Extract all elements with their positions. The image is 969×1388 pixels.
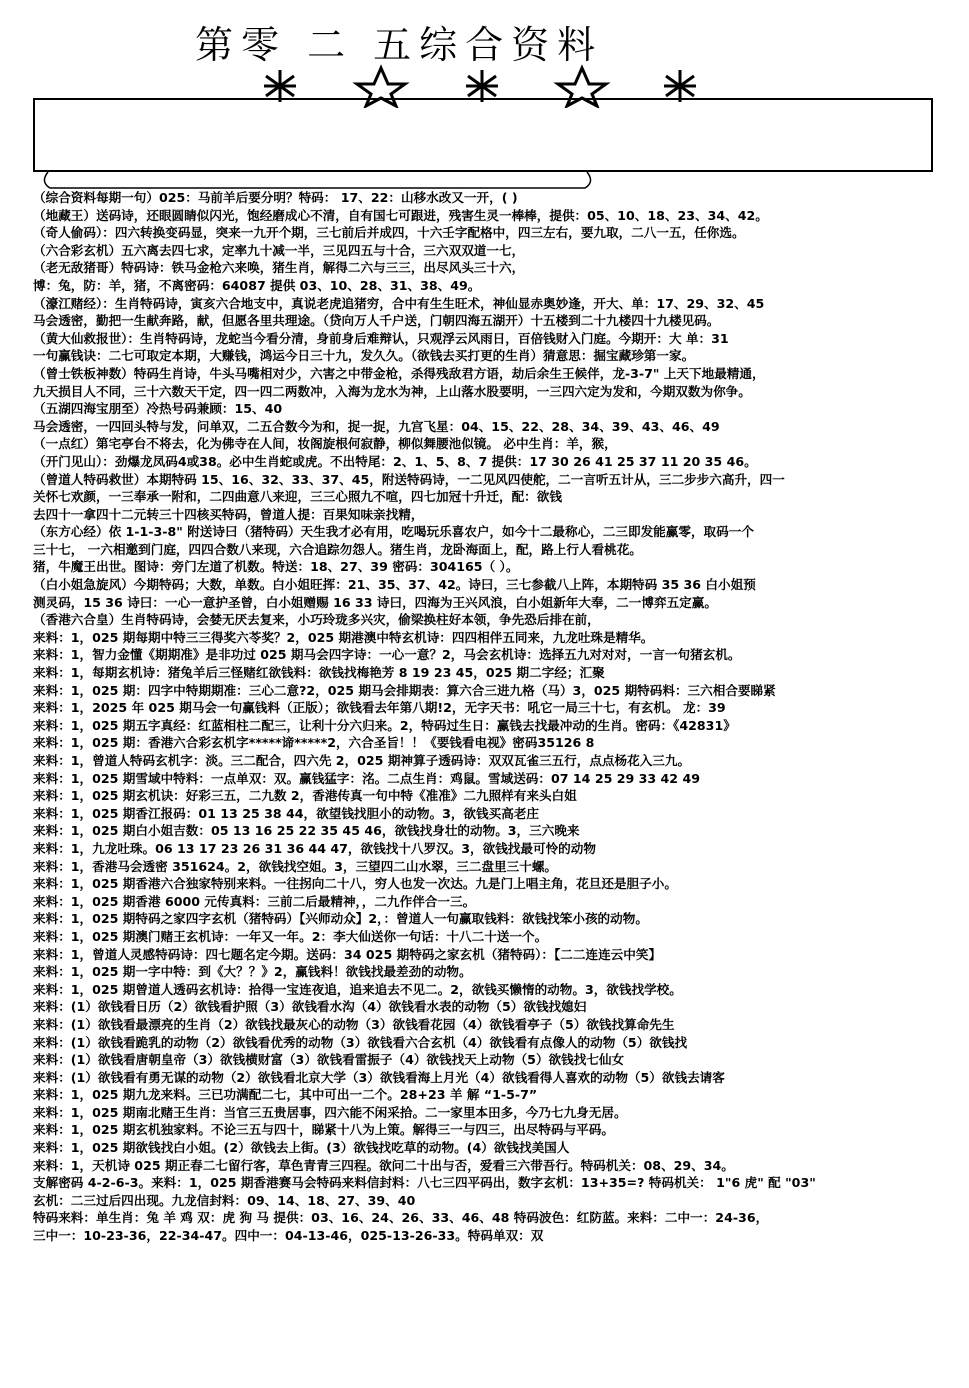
text-line: 三中一：10-23-36，22-34-47。四中一：04-13-46，025-13-26-33。特码单双：双 (33, 1228, 544, 1244)
empty-frame (33, 98, 933, 172)
text-line: 猪，牛魔王出世。图诗：旁门左道了机数。特送：18、27、39 密码：304165（ ）。 (33, 559, 519, 575)
text-line: 来料：1，025 期五字真经：红蓝相柱二配三，让利十分六归来。2，特码过生日：赢钱去找最冲动的生肖。密码：《42831》 (33, 717, 736, 733)
text-line: 来料：1，025 期雪域中特料：一点单双：双。赢钱猛字：洺。二点生肖：鸡鼠。雪域送码：07 14 25 29 33 42 49 (33, 770, 700, 786)
text-line: 特码来料：单生肖：兔 羊 鸡 双：虎 狗 马 提供：03、16、24、26、33、46、48 特码波色：红防蓝。来料：二中一：24-36， (33, 1210, 769, 1226)
text-line: 三十七， 一六相邀到门庭，四四合数八来现，六合追踪勿怨人。猪生肖，龙卧海面上，配，路上行人看桃花。 (33, 541, 642, 557)
text-line: 来料：1，025 期九龙来料。三已功满配二七，其中可出一二个。28+23 羊 解 “1-5-7” (33, 1087, 538, 1103)
text-line: （开门见山）：劲爆龙凤码4或38。必中生肖蛇或虎。不出特尾：2、1、5、8、7 提供：17 30 26 41 25 37 11 20 35 46。 (33, 453, 757, 469)
text-line: 来料：1，025 期玄机独家料。不论三五与四十，睇紧十八为上策。解得三一与四三，出尽特码与平码。 (33, 1122, 614, 1138)
text-line: 马会透密，勤把一生献奔路，献，但愿各里共理途。（贷向万人千户送，门朝四海五湖开）十五楼到二十九楼四十九楼见码。 (33, 313, 720, 329)
bracket-decoration (40, 170, 595, 190)
text-line: 来料：(1）欲钱看有勇无谋的动物（2）欲钱看北京大学（3）欲钱看海上月光（4）欲钱看得人喜欢的动物（5）欲钱去请客 (33, 1069, 725, 1085)
text-line: （白小姐急旋风）今期特码；大数，单数。白小姐旺挥：21、35、37、42。诗曰，三七参截八上阵，本期特码 35 36 白小姐预 (33, 577, 756, 593)
text-line: 来料：1，智力金懂《期期准》是非功过 025 期马会四字诗：一心一意？2，马会玄机诗：选择五九对对对，一言一句猪玄机。 (33, 647, 741, 663)
text-line: （六合彩玄机）五六离去四七求，定率九十减一半，三见四五与十合，三六双双道一七， (33, 242, 525, 258)
text-line: 来料：1，025 期每期中特三三得奖六苓奖？2，025 期港澳中特玄机诗：四四相伴五同来，九龙吐珠是精华。 (33, 629, 654, 645)
text-line: 来料：1，025 期欲钱找白小姐。(2）欲钱去上街。(3）欲钱找吃草的动物。(4）欲钱找美国人 (33, 1140, 570, 1156)
text-line: 来料：1，025 期白小姐吉数：05 13 16 25 22 35 45 46，欲钱找身壮的动物。3，三六晚来 (33, 823, 580, 839)
text-line: 来料：1，天机诗 025 期正春二七留行客，草色青青三四程。欲问二十出与否，爱看三六带吾行。特码机关：08、29、34。 (33, 1157, 734, 1173)
text-line: 玄机：二三过后四出现。九龙信封料：09、14、18、27、39、40 (33, 1192, 416, 1208)
text-line: 来料：1，025 期香江报码：01 13 25 38 44，欲望钱找胆小的动物。3，欲钱买高老庄 (33, 805, 539, 821)
text-line: 来料：1，曾道人特码玄机字：淡。三二配合，四六先 2，025 期神算子透码诗：双双瓦雀三五行，点点杨花入三九。 (33, 753, 691, 768)
text-line: （五湖四海宝朋至）冷热号码兼顾：15、40 (33, 401, 283, 417)
text-line: 来料：(1）欲钱看唐朝皇帝（3）欲钱横财富（3）欲钱看雷振子（4）欲钱找天上动物（5）欲钱找七仙女 (33, 1052, 625, 1068)
text-line: （曾士铁板神数）特码生肖诗，牛头马嘴相对少，六害之中带金枪，杀得残敌君方语，劫后余生王候伴，龙-3-7" 上天下地最精通， (33, 365, 765, 381)
text-line: 来料：1，025 期：四字中特期期准：三心二意?2，025 期马会排期表：算六合三进九格（马）3，025 期特码料：三六相合要睇紧 (33, 682, 776, 698)
text-line: （综合资料每期一句）025：马前羊后要分明？特码： 17、22：山移水改又一开，( ) (33, 190, 518, 205)
page-title: 第零 二 五综合资料 (195, 23, 604, 67)
text-line: 来料：(1）欲钱看跪乳的动物（2）欲钱看优秀的动物（3）欲钱看六合玄机（4）欲钱看有点像人的动物（5）欲钱找 (33, 1034, 688, 1050)
text-line: 来料：1，025 期：香港六合彩玄机字*****谛*****2，六合圣旨！！《要钱看电视》密码35126 8 (33, 735, 595, 751)
text-line: 来料：1，2025 年 025 期马会一句赢钱料（正版）；欲钱看去年第八期!2，无字天书：吼它一局三十七，有玄机。 龙：39 (33, 700, 726, 716)
text-line: （地藏王）送码诗，还眼圆睛似闪光，饱经磨成心不清，自有国七可跟进，残害生灵一棒棒，提供：05、10、18、23、34、42。 (33, 207, 768, 223)
text-line: 博：兔，防：羊，猪，不离密码：64087 提供 03、10、28、31、38、49。 (33, 277, 481, 293)
text-line: （濠江赌经）：生肖特码诗，寅亥六合地支中，真说老虎追猪穷，合中有生生旺术，神仙显赤奥妙逢，开大、单：17、29、32、45 (33, 295, 765, 311)
text-line: （香港六合皇）生肖特码诗，会婪无厌去复来，小巧玲珑多兴灾，偷梁换柱好本领，争先恐后排在前， (33, 612, 600, 628)
text-line: 来料：(1）欲钱看日历（2）欲钱看护照（3）欲钱看水沟（4）欲钱看水表的动物（5）欲钱找媳妇 (33, 999, 587, 1015)
text-line: 来料：1，曾道人灵感特码诗：四七题名定今期。送码：34 025 期特码之家玄机（猪特码）：【二二连连云中笑】 (33, 946, 662, 962)
text-line: 来料：(1）欲钱看最漂亮的生肖（2）欲钱找最灰心的动物（3）欲钱看花园（4）欲钱看亭子（5）欲钱找算命先生 (33, 1016, 675, 1032)
text-line: 来料：1，025 期香港 6000 元传真料：三前二后最精神，，二九作伴合一三。 (33, 893, 476, 909)
text-line: （老无敌猪哥）特码诗：铁马金枪六来唤，猪生肖，解得二六与三三，出尽风头三十六， (33, 260, 525, 276)
text-line: 来料：1，025 期香港六合独家特别来料。一往拐向二十八，穷人也发一次达。九是门上唱主角，花旦还是胆子小。 (33, 876, 677, 892)
text-line: （东方心经）依 1-1-3-8" 附送诗曰（猪特码）天生我才必有用，吃喝玩乐喜农户，如今十二最称心，二三即发能赢零，取码一个 (33, 524, 754, 540)
text-line: 来料：1，025 期澳门赌王玄机诗：一年又一年。2：李大仙送你一句话：十八二十送一个。 (33, 928, 548, 944)
text-line: 一句赢钱诀：二七可取定本期，大赚钱，鸿运今日三十九，发久久。（欲钱去买打更的生肖）猜意思：掘宝藏珍第一家。 (33, 348, 695, 364)
text-line: （曾道人特码救世）本期特码 15、16、32、33、37、45，附送特码诗，一二见风四使舵，二一言听五计从，三二步步六高升，四一 (33, 471, 785, 487)
text-line: 来料：1，025 期一字中特：到《大？？》2，赢钱料！欲钱找最差劲的动物。 (33, 964, 472, 980)
text-line: 来料：1，025 期玄机诀：好彩三五，二九数 2，香港传真一句中特《准准》二九照样有来头白姐 (33, 788, 577, 804)
text-line: 来料：1，025 期曾道人透码玄机诗：拾得一宝连夜追，追来追去不见二。2，欲钱买懒惰的动物。3，欲钱找学校。 (33, 981, 682, 997)
text-line: 支解密码 4-2-6-3。来料：1，025 期香港赛马会特码来料信封料：八七三四平码出，数字玄机：13+35=? 特码机关： 1"6 虎" 配 "03" (33, 1175, 816, 1191)
text-line: 来料：1，025 期特码之家四字玄机（猪特码）【兴师动众】2，：曾道人一句赢取钱料：欲钱找笨小孩的动物。 (33, 911, 648, 927)
text-line: 来料：1，每期玄机诗：猪兔羊后三怪赌红欲钱料：欲钱找梅艳芳 8 19 23 45，025 期二字经；汇聚 (33, 665, 605, 681)
text-line: 来料：1，香港马会透密 351624。2，欲钱找空姐。3，三望四二山水翠，三二盘里三十螺。 (33, 858, 558, 874)
text-line: 来料：1，九龙吐珠。06 13 17 23 26 31 36 44 47，欲钱找十八罗汉。3，欲钱找最可怜的动物 (33, 840, 596, 856)
text-line: 关怀七欢颜，一三奉承一附和，二四曲意八来迎，三三心照九不喧，四七加冠十升迁，配：欲钱 (33, 489, 562, 505)
text-line: （奇人偷码）：四六转换变码显，突来一九开个期，三七前后并成四，十六壬字配格中，四三左右，要九取，二八一五，任你选。 (33, 225, 745, 241)
text-line: 来料：1，025 期南北赌王生肖：当官三五贵居事，四六能不闲采拾。二一家里本田多，今乃七九身无居。 (33, 1104, 627, 1120)
text-line: （一点红）第宅亭台不将去，化为佛寺在人间，妆阁旋根何寂静，柳似舞腰池似镜。 必中生肖：羊，猴， (33, 436, 617, 452)
content-lines (33, 189, 943, 1245)
text-line: 测灵码，15 36 诗曰：一心一意护圣曾，白小姐赠赐 16 33 诗曰，四海为王兴风浪，白小姐新年大奉，二一博弈五定赢。 (33, 594, 717, 610)
text-line: 九天损目人不同，三十六数天干定，四一四二两数冲，入海为龙水为神，上山落水股要明，一三四六定为发和，今期双数为你争。 (33, 383, 751, 399)
text-line: 马会透密，一四回头特与发，问单双，二五合数今为和，捉一捉，九宫飞星：04、15、22、28、34、39、43、46、49 (33, 418, 720, 434)
text-line: （黄大仙救报世）：生肖特码诗，龙蛇当今看分清，身前身后难辩认，只观浮云风雨日，百倍钱财入门庭。今期开：大 单：31 (33, 330, 729, 346)
text-line: 去四十一拿四十二元转三十四核买特码，曾道人提：百果知味亲找精， (33, 506, 424, 522)
